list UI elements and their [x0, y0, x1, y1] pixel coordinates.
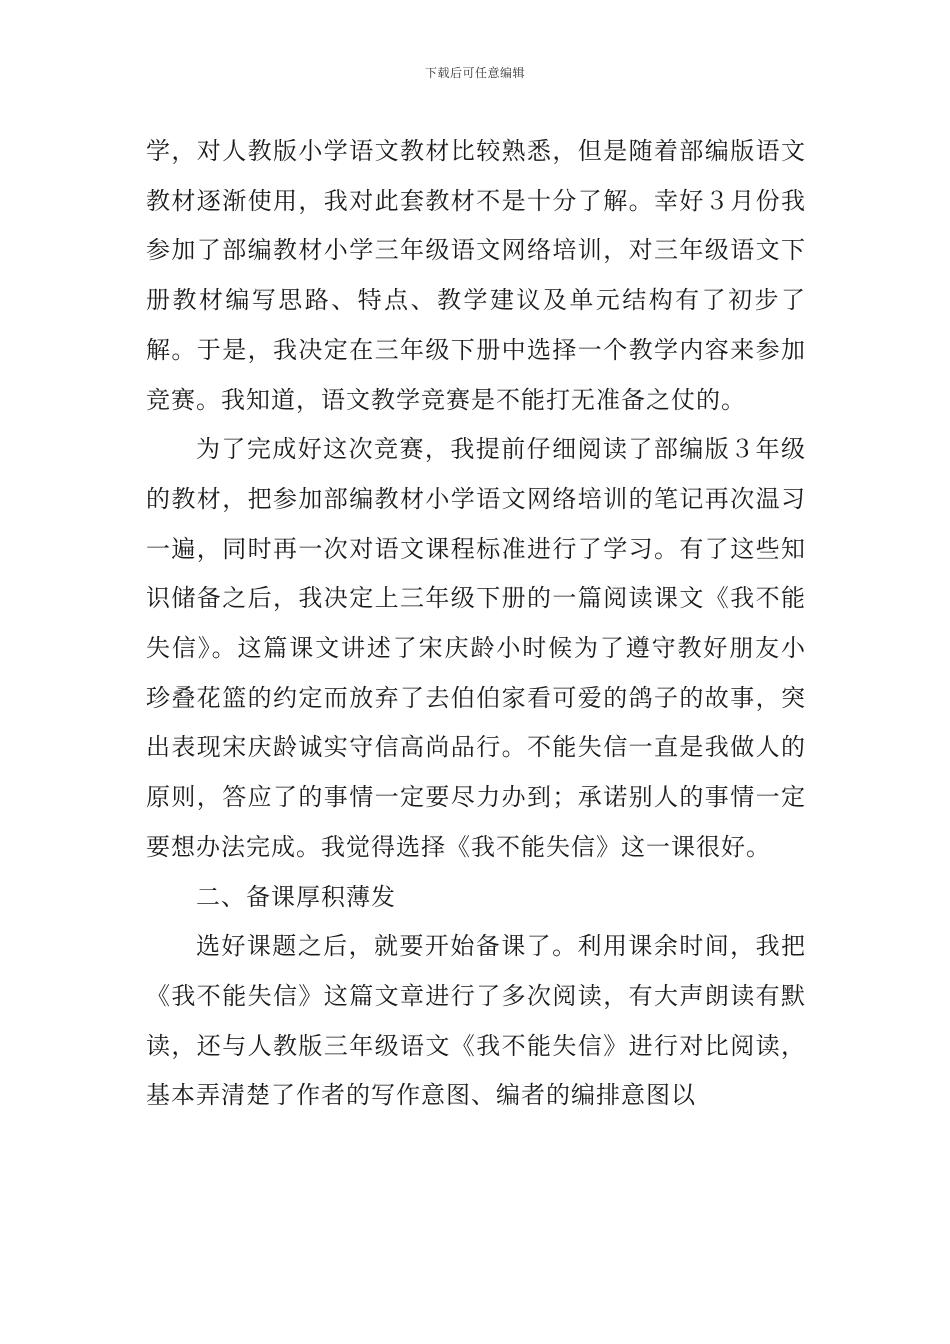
paragraph-lesson-prep: 选好课题之后，就要开始备课了。利用课余时间，我把《我不能失信》这篇文章进行了多次阅读，有大声朗读有默读，还与人教版三年级语文《我不能失信》进行对比阅读，基本弄清楚了作者的写作意图、编者的编排意图以 — [146, 932, 806, 1110]
document-body — [146, 127, 806, 1121]
paragraph-continuation: 学，对人教版小学语文教材比较熟悉，但是随着部编版语文教材逐渐使用，我对此套教材不是十分了解。幸好３月份我参加了部编教材小学三年级语文网络培训，对三年级语文下册教材编写思路、特点、教学建议及单元结构有了初步了解。于是，我决定在三年级下册中选择一个教学内容来参加竞赛。我知道，语文教学竞赛是不能打无准备之仗的。 — [146, 137, 806, 414]
paragraph-competition-prep: 为了完成好这次竞赛，我提前仔细阅读了部编版３年级的教材，把参加部编教材小学语文网络培训的笔记再次温习一遍，同时再一次对语文课程标准进行了学习。有了这些知识储备之后，我决定上三年级下册的一篇阅读课文《我不能失信》。这篇课文讲述了宋庆龄小时候为了遵守教好朋友小珍叠花篮的约定而放弃了去伯伯家看可爱的鸽子的故事，突出表现宋庆龄诚实守信高尚品行。不能失信一直是我做人的原则，答应了的事情一定要尽力办到；承诺别人的事情一定要想办法完成。我觉得选择《我不能失信》这一课很好。 — [146, 435, 806, 861]
page-header: 下载后可任意编辑 — [424, 66, 525, 80]
section-heading-lesson-prep: 二、备课厚积薄发 — [196, 882, 396, 911]
